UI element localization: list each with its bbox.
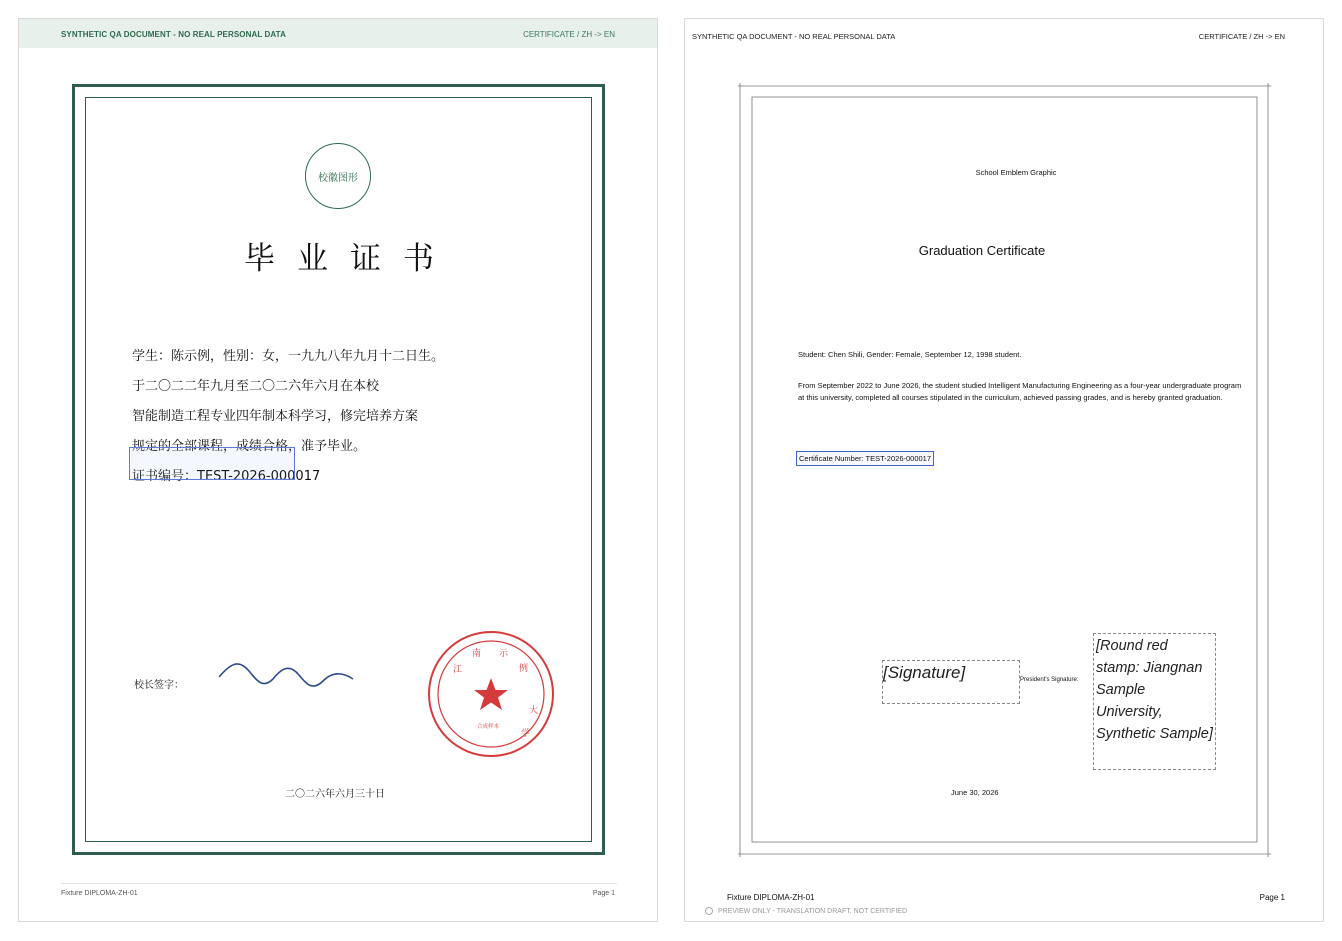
header-doc-type: CERTIFICATE / ZH -> EN: [523, 30, 615, 39]
emblem-placeholder-text: School Emblem Graphic: [975, 168, 1057, 177]
president-signature-label: President's Signature:: [1020, 677, 1079, 683]
red-seal-stamp: [427, 630, 557, 760]
translation-document-page: [684, 18, 1324, 922]
footer-fixture-id: Fixture DIPLOMA-ZH-01: [61, 890, 138, 897]
issue-date: 二〇二六年六月三十日: [285, 789, 385, 800]
header-disclaimer: SYNTHETIC QA DOCUMENT - NO REAL PERSONAL DATA: [61, 30, 286, 39]
seal-char: 例: [519, 664, 529, 674]
body-line: 规定的全部课程，成绩合格，准予毕业。: [132, 439, 367, 454]
page-header: [19, 19, 657, 48]
certificate-title: 毕业证书: [244, 241, 456, 277]
header-doc-type: CERTIFICATE / ZH -> EN: [1198, 32, 1285, 41]
seal-char: 示: [499, 649, 509, 659]
certificate-border-lines: [685, 19, 1325, 923]
footer-page-number: Page 1: [1259, 893, 1285, 902]
school-emblem-icon: [305, 143, 371, 209]
seal-char: 大: [529, 706, 539, 716]
footer-divider: [61, 883, 617, 884]
body-line: 学生：陈示例，性别：女，一九九八年九月十二日生。: [132, 349, 445, 364]
seal-char: 学: [521, 729, 531, 739]
emblem-label: 校徽图形: [318, 172, 358, 184]
footer-fixture-id: Fixture DIPLOMA-ZH-01: [727, 893, 815, 902]
issue-date: June 30, 2026: [951, 788, 999, 797]
stamp-placeholder-box: [Round red stamp: Jiangnan Sample University, Synthetic Sample]: [1093, 633, 1216, 770]
circle-icon: [705, 907, 713, 915]
seal-char: 南: [472, 649, 482, 659]
source-document-page: [18, 18, 658, 922]
body-paragraph: From September 2022 to June 2026, the student studied Intelligent Manufacturing Engineering as a four-year undergraduate program at this university, completed all courses stipulated in the curriculum, achieved passing grades, and is hereby granted graduation.: [798, 381, 1242, 402]
signature-label: 校长签字：: [134, 680, 184, 691]
body-line: 于二〇二二年九月至二〇二六年六月在本校: [132, 379, 380, 394]
selection-highlight-box[interactable]: [129, 447, 295, 480]
preview-notice: [705, 907, 907, 915]
signature-placeholder-box: [Signature]: [882, 660, 1020, 704]
seal-char: 江: [453, 665, 463, 675]
body-line: 智能制造工程专业四年制本科学习，修完培养方案: [132, 409, 419, 424]
header-disclaimer: SYNTHETIC QA DOCUMENT - NO REAL PERSONAL DATA: [692, 32, 896, 41]
seal-small-text: 合成样本: [477, 724, 500, 730]
certificate-number-highlight[interactable]: Certificate Number: TEST-2026-000017: [796, 451, 934, 466]
preview-notice-text: PREVIEW ONLY - TRANSLATION DRAFT, NOT CERTIFIED: [718, 907, 908, 915]
certificate-number: 证书编号：TEST-2026-000017: [132, 469, 321, 484]
handwritten-signature: [217, 657, 357, 697]
certificate-title: Graduation Certificate: [918, 243, 1046, 258]
student-info-line: Student: Chen Shili, Gender: Female, September 12, 1998 student.: [798, 350, 1022, 359]
footer-page-number: Page 1: [592, 890, 615, 897]
